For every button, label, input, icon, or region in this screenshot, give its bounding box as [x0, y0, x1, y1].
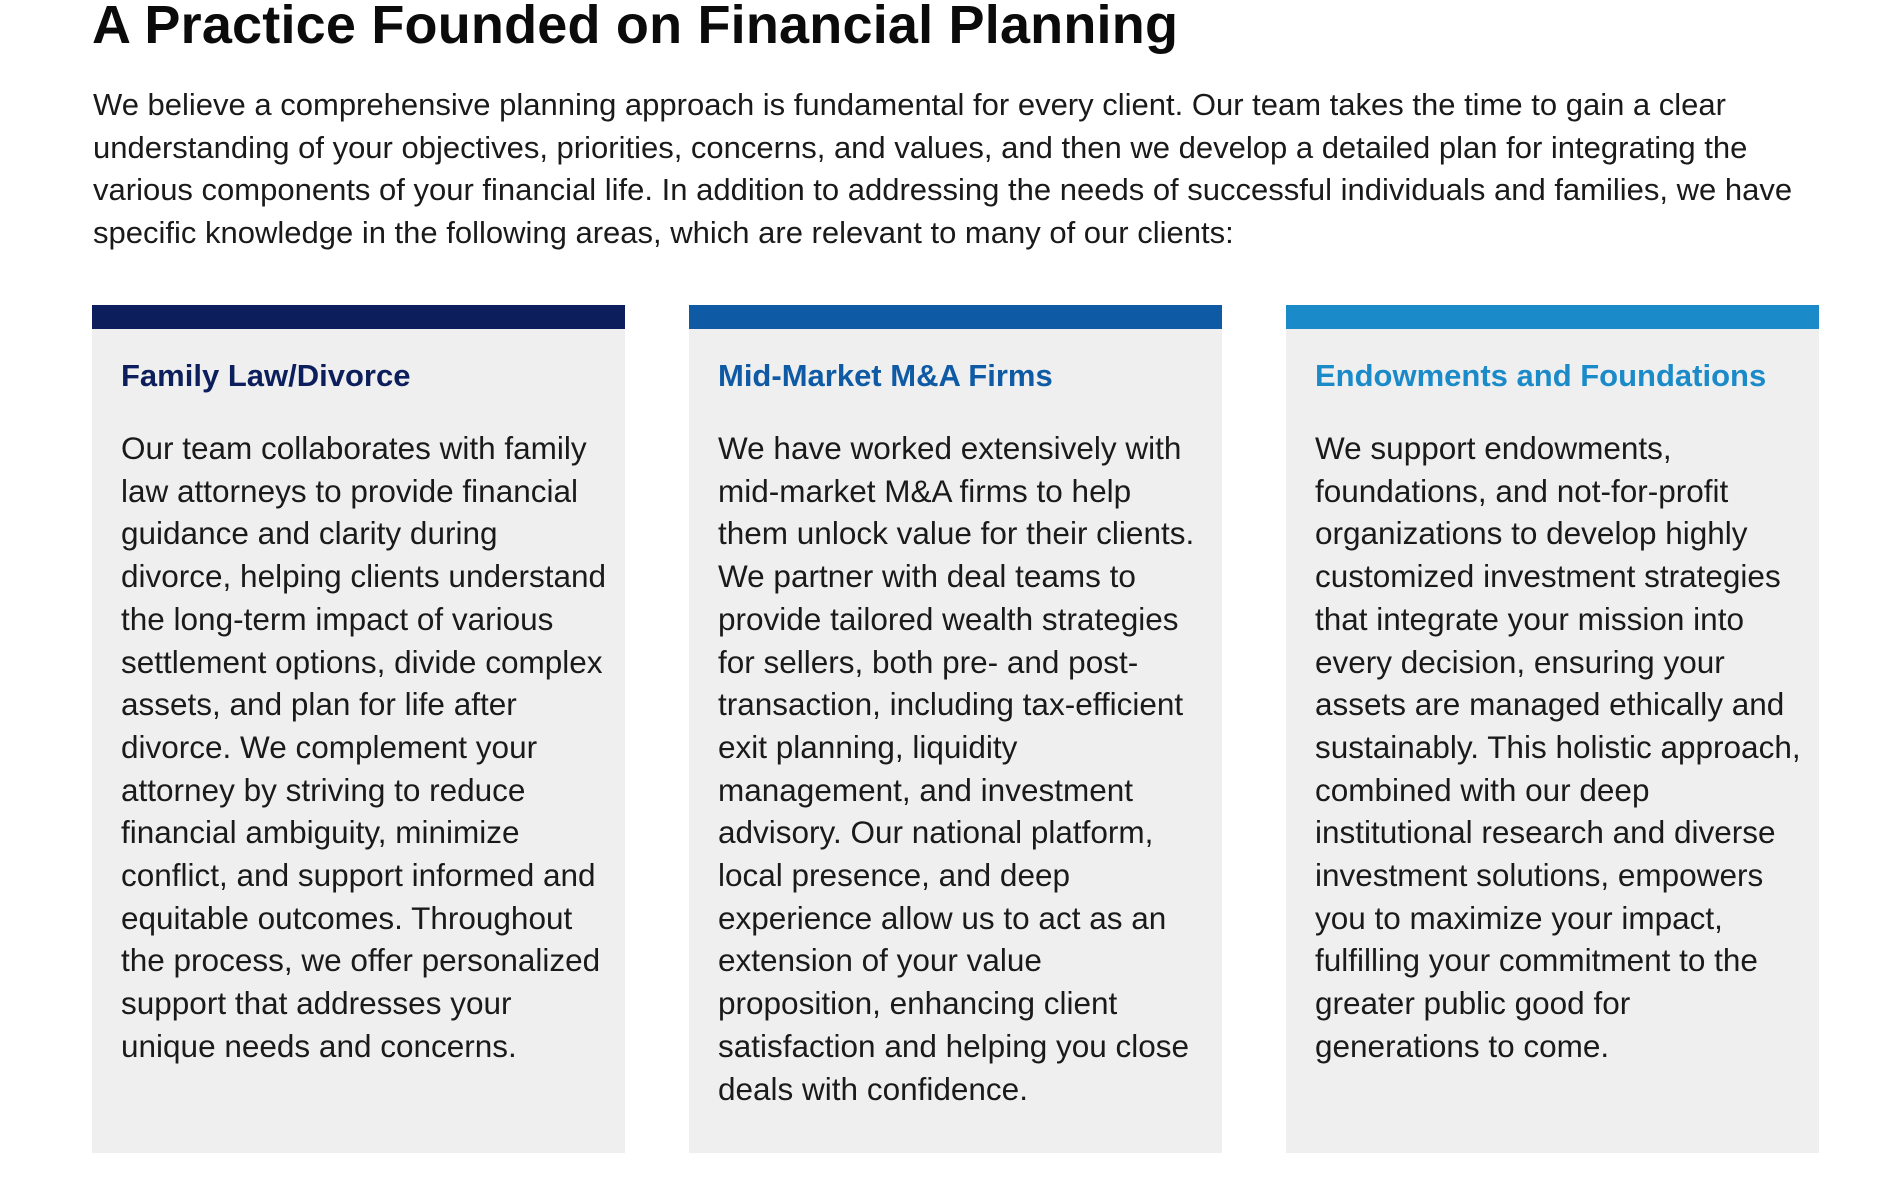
intro-paragraph: We believe a comprehensive planning approach is fundamental for every client. Our team takes the time to gain a clear understanding of your objectives, priorities, concerns, and values, and then we develop a detailed plan for integrating the various components of your financial life. In addition to addressing the needs of successful individuals and families, we have specific knowledge in the following areas, which are relevant to many of our clients: — [93, 87, 1793, 251]
card-mid-market-ma — [689, 305, 1222, 1153]
card-body: We support endowments, foundations, and not-for-profit organizations to develop highly customized investment strategies that integrate your mission into every decision, ensuring your assets are managed ethically and sustainably. This holistic approach, combined with our deep institutional research and diverse investment solutions, empowers you to maximize your impact, fulfilling your commitment to the greater public good for generations to come. — [1315, 430, 1801, 1064]
card-endowments-foundations — [1286, 305, 1819, 1153]
practice-areas — [92, 305, 1820, 1153]
card-accent-bar — [1286, 305, 1819, 329]
card-accent-bar — [92, 305, 625, 329]
card-title: Family Law/Divorce — [121, 358, 411, 393]
card-body: We have worked extensively with mid-market M&A firms to help them unlock value for their clients. We partner with deal teams to provide tailored wealth strategies for sellers, both pre- and post-transaction, including tax-efficient exit planning, liquidity management, and investment advisory. Our national platform, local presence, and deep experience allow us to act as an extension of your value proposition, enhancing client satisfaction and helping you close deals with confidence. — [718, 430, 1195, 1107]
page-title: A Practice Founded on Financial Planning — [92, 0, 1179, 55]
card-title: Endowments and Foundations — [1315, 358, 1767, 393]
card-family-law — [92, 305, 625, 1153]
card-body: Our team collaborates with family law attorneys to provide financial guidance and clarity during divorce, helping clients understand the long-term impact of various settlement options, divide complex assets, and plan for life after divorce. We complement your attorney by striving to reduce financial ambiguity, minimize conflict, and support informed and equitable outcomes. Throughout the process, we offer personalized support that addresses your unique needs and concerns. — [121, 430, 607, 1064]
card-title: Mid-Market M&A Firms — [718, 358, 1053, 393]
card-accent-bar — [689, 305, 1222, 329]
